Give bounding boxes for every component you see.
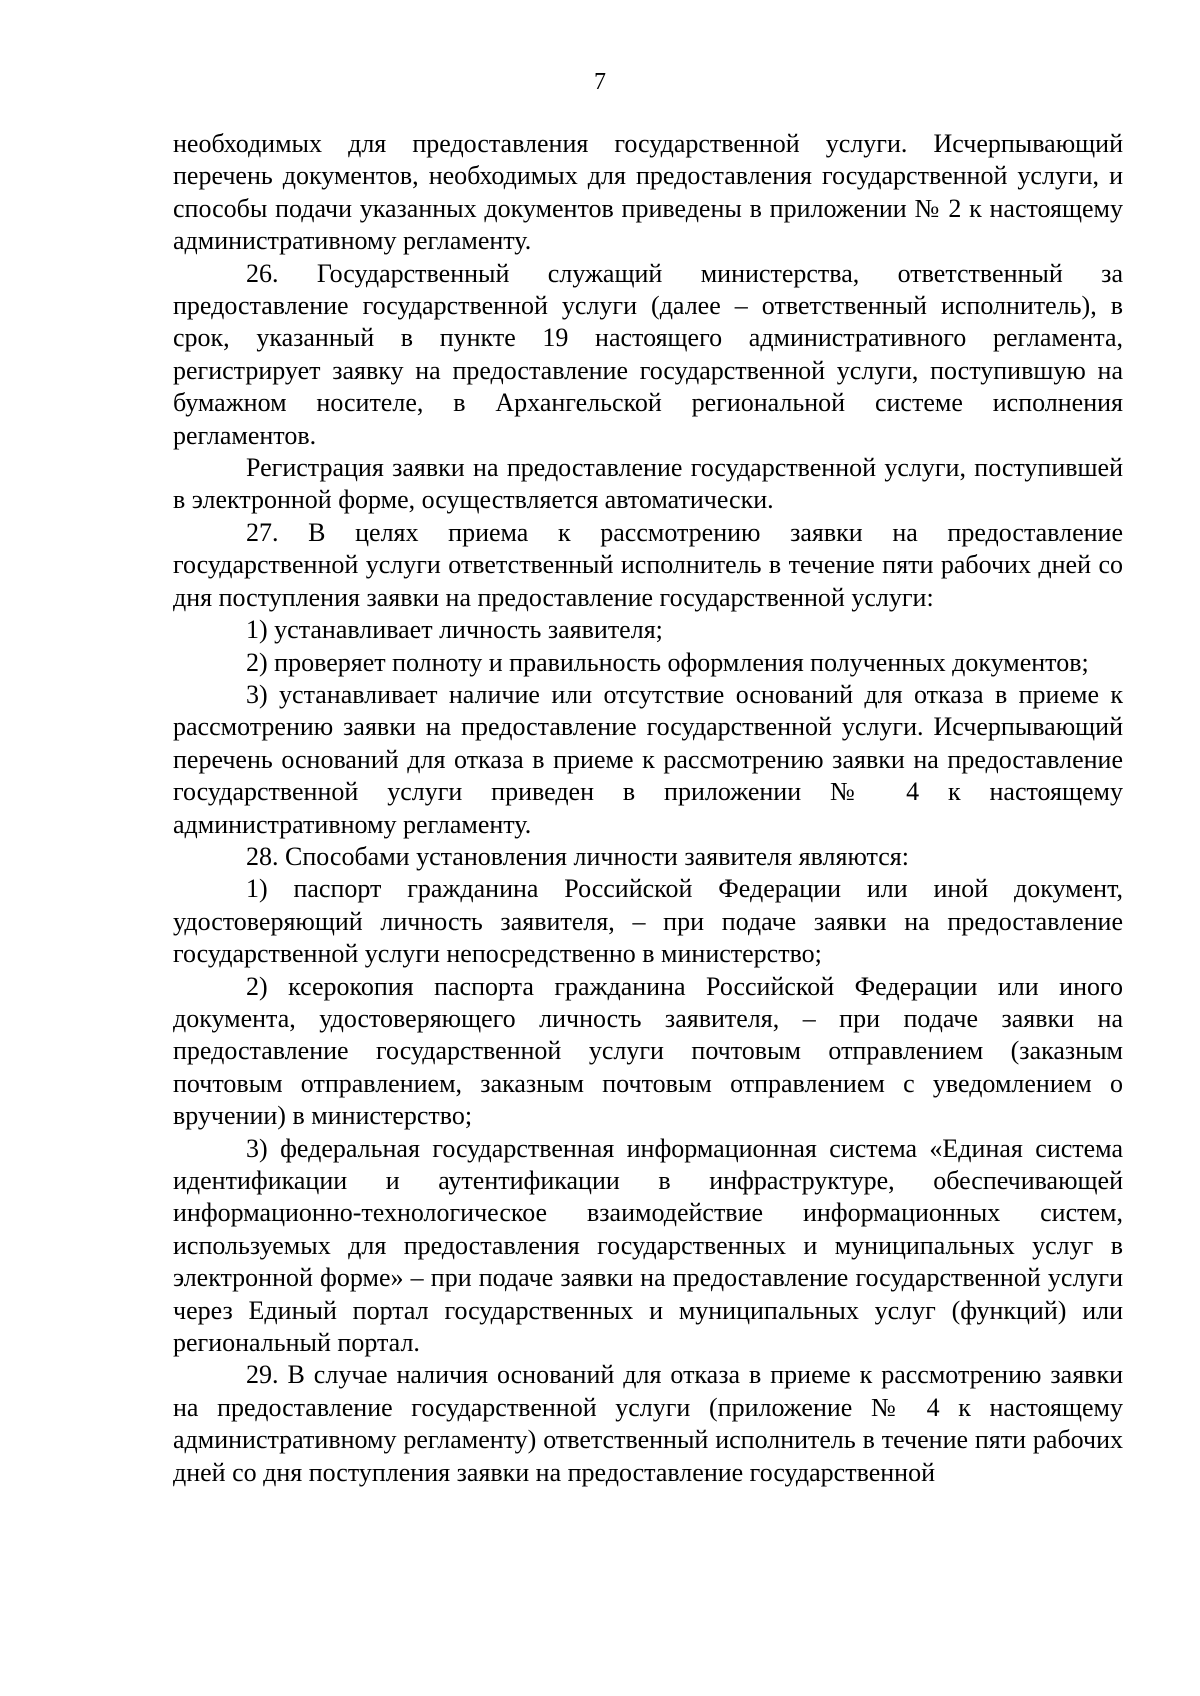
paragraph-27-item-2: 2) проверяет полноту и правильность оформления полученных документов; bbox=[246, 647, 1089, 677]
document-body bbox=[173, 128, 1123, 1489]
paragraph-28-item-3: 3) федеральная государственная информационная система «Единая система идентификации и аутентификации в инфраструктуре, обеспечивающей информационно-технологическое взаимодействие информационных систем, используемых для предоставления государственных и муниципальных услуг в электронной форме» – при подаче заявки на предоставление государственной услуги через Единый портал государственных и муниципальных услуг (функций) или региональный портал. bbox=[173, 1133, 1123, 1358]
paragraph-27-item-3: 3) устанавливает наличие или отсутствие оснований для отказа в приеме к рассмотрению заявки на предоставление государственной услуги. Исчерпывающий перечень оснований для отказа в приеме к рассмотрению заявки на предоставление государственной услуги приведен в приложении № 4 к настоящему административному регламенту. bbox=[173, 679, 1123, 839]
paragraph-27-item-1: 1) устанавливает личность заявителя; bbox=[246, 615, 663, 645]
paragraph-28: 28. Способами установления личности заявителя являются: bbox=[246, 841, 909, 871]
paragraph-registration: Регистрация заявки на предоставление государственной услуги, поступившей в электронной форме, осуществляется автоматически. bbox=[173, 453, 1123, 515]
paragraph-29: 29. В случае наличия оснований для отказа в приеме к рассмотрению заявки на предоставление государственной услуги (приложение № 4 к настоящему административному регламенту) ответственный исполнитель в течение пяти рабочих дней со дня поступления заявки на предоставление государственной bbox=[173, 1360, 1123, 1487]
paragraph-28-item-2: 2) ксерокопия паспорта гражданина Российской Федерации или иного документа, удостоверяющего личность заявителя, – при подаче заявки на предоставление государственной услуги почтовым отправлением (заказным почтовым отправлением, заказным почтовым отправлением с уведомлением о вручении) в министерство; bbox=[173, 971, 1123, 1131]
paragraph-26: 26. Государственный служащий министерства, ответственный за предоставление государственной услуги (далее – ответственный исполнитель), в срок, указанный в пункте 19 настоящего административного регламента, регистрирует заявку на предоставление государственной услуги, поступившую на бумажном носителе, в Архангельской региональной системе исполнения регламентов. bbox=[173, 258, 1123, 450]
page-number: 7 bbox=[594, 69, 606, 95]
paragraph-27: 27. В целях приема к рассмотрению заявки на предоставление государственной услуги ответственный исполнитель в течение пяти рабочих дней со дня поступления заявки на предоставление государственной услуги: bbox=[173, 517, 1123, 612]
paragraph-28-item-1: 1) паспорт гражданина Российской Федерации или иной документ, удостоверяющий личность заявителя, – при подаче заявки на предоставление государственной услуги непосредственно в министерство; bbox=[173, 874, 1123, 969]
paragraph-continuation: необходимых для предоставления государственной услуги. Исчерпывающий перечень документов, необходимых для предоставления государственной услуги, и способы подачи указанных документов приведены в приложении № 2 к настоящему административному регламенту. bbox=[173, 129, 1123, 256]
